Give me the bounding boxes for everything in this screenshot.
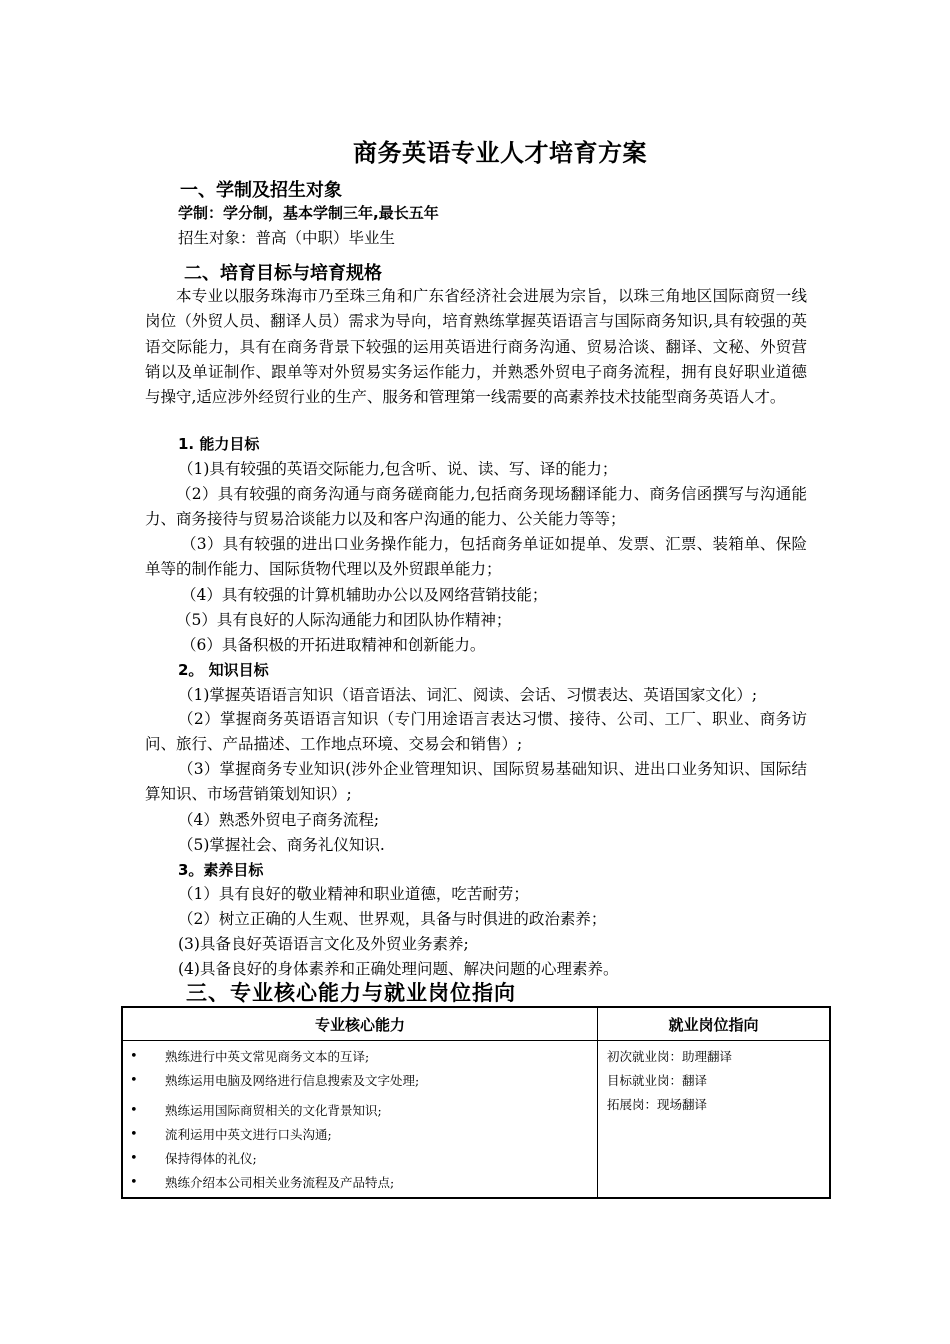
ability-job-table (121, 1006, 831, 1199)
quality-item: (4)具备良好的身体素养和正确处理问题、解决问题的心理素养。 (178, 960, 619, 978)
knowledge-item: （5)掌握社会、商务礼仪知识. (178, 836, 385, 854)
ability-heading: 1. 能力目标 (178, 435, 260, 453)
list-item: • 熟练进行中英文常见商务文本的互译; (123, 1045, 597, 1069)
ability-item: （1)具有较强的英语交际能力,包含听、说、读、写、译的能力； (178, 460, 618, 478)
list-item: 拓展岗：现场翻译 (607, 1097, 708, 1112)
zhaosheng-line: 招生对象：普高（中职）毕业生 (178, 229, 396, 247)
knowledge-item: （4）熟悉外贸电子商务流程; (178, 811, 380, 829)
ability-item: （3）具有较强的进出口业务操作能力，包括商务单证如提单、发票、汇票、装箱单、保险单等的制作能力、国际货物代理以及外贸跟单能力； (145, 535, 807, 579)
list-item: • 熟练运用国际商贸相关的文化背景知识; (123, 1099, 597, 1123)
quality-heading: 3。素养目标 (178, 861, 264, 879)
knowledge-item: （3）掌握商务专业知识(涉外企业管理知识、国际贸易基础知识、进出口业务知识、国际结算知识、市场营销策划知识）; (145, 760, 807, 804)
page-title: 商务英语专业人才培育方案 (353, 139, 647, 167)
quality-item: (3)具备良好英语语言文化及外贸业务素养; (178, 935, 469, 953)
section-1-heading: 一、学制及招生对象 (180, 180, 342, 201)
ability-item: （4）具有较强的计算机辅助办公以及网络营销技能； (181, 586, 548, 604)
list-item: 初次就业岗：助理翻译 (607, 1049, 733, 1064)
xuezhi-line: 学制：学分制，基本学制三年,最长五年 (178, 204, 439, 222)
knowledge-item: （1)掌握英语语言知识（语音语法、词汇、阅读、会话、习惯表达、英语国家文化）; (178, 686, 758, 704)
ability-item: （2）具有较强的商务沟通与商务磋商能力,包括商务现场翻译能力、商务信函撰写与沟通能力、商务接待与贸易洽谈能力以及和客户沟通的能力、公关能力等等； (145, 485, 807, 529)
table-header-ability: 专业核心能力 (122, 1007, 598, 1041)
ability-list (123, 1041, 597, 1195)
list-item: 目标就业岗：翻译 (607, 1073, 708, 1088)
ability-cell (122, 1041, 598, 1199)
table-header-job: 就业岗位指向 (598, 1007, 831, 1041)
intro-paragraph: 本专业以服务珠海市乃至珠三角和广东省经济社会进展为宗旨，以珠三角地区国际商贸一线岗位（外贸人员、翻译人员）需求为导向，培育熟练掌握英语语言与国际商务知识,具有较强的英语交际能力，具有在商务背景下较强的运用英语进行商务沟通、贸易洽谈、翻译、文秘、外贸营销以及单证制作、跟单等对外贸易实务运作能力，并熟悉外贸电子商务流程，拥有良好职业道德与操守,适应涉外经贸行业的生产、服务和管理第一线需要的高素养技术技能型商务英语人才。 (145, 287, 807, 407)
knowledge-heading: 2。 知识目标 (178, 661, 269, 679)
list-item: • 熟练介绍本公司相关业务流程及产品特点; (123, 1171, 597, 1195)
job-cell (598, 1041, 831, 1199)
ability-item: （5）具有良好的人际沟通能力和团队协作精神； (176, 611, 512, 629)
quality-item: （2）树立正确的人生观、世界观，具备与时俱进的政治素养； (178, 910, 607, 928)
quality-item: （1）具有良好的敬业精神和职业道德，吃苦耐劳； (178, 885, 529, 903)
list-item: • 熟练运用电脑及网络进行信息搜索及文字处理; (123, 1069, 597, 1093)
list-item: • 流利运用中英文进行口头沟通; (123, 1123, 597, 1147)
section-3-heading: 三、专业核心能力与就业岗位指向 (186, 981, 516, 1005)
section-2-heading: 二、培育目标与培育规格 (184, 263, 382, 284)
ability-item: （6）具备积极的开拓进取精神和创新能力。 (181, 636, 486, 654)
list-item: • 保持得体的礼仪; (123, 1147, 597, 1171)
knowledge-item: （2）掌握商务英语语言知识（专门用途语言表达习惯、接待、公司、工厂、职业、商务访问、旅行、产品描述、工作地点环境、交易会和销售）; (145, 710, 807, 754)
job-list (598, 1041, 829, 1117)
